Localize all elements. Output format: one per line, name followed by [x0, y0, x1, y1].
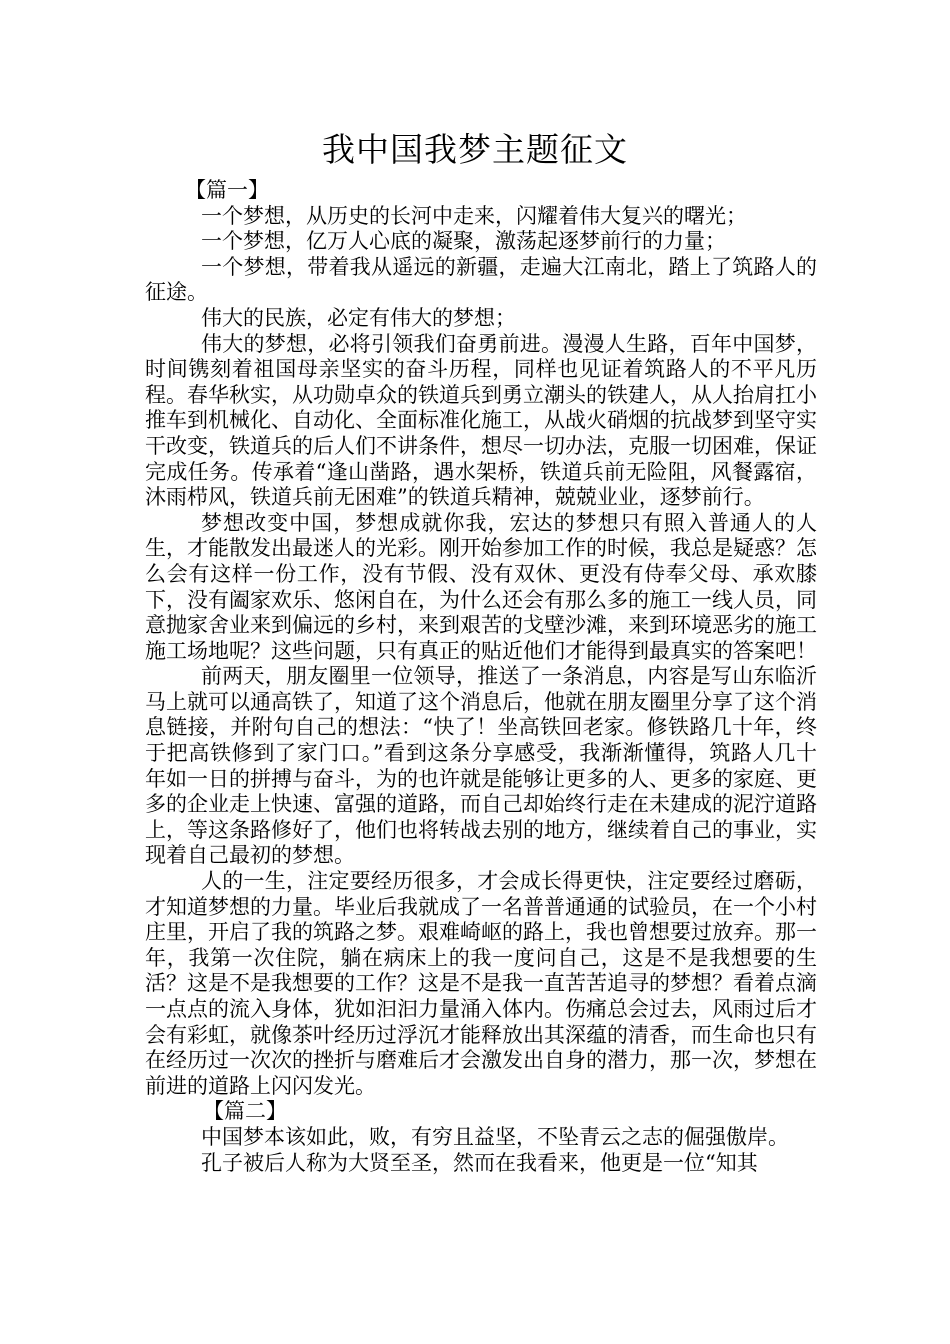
document-title: 我中国我梦主题征文 [322, 130, 628, 169]
section-heading-2: 【篇二】 [203, 1099, 287, 1124]
document-body [145, 178, 817, 1176]
paragraph: 伟大的民族，必定有伟大的梦想； [201, 305, 516, 330]
paragraph: 中国梦本该如此，败，有穷且益坚，不坠青云之志的倔强傲岸。 [201, 1124, 789, 1149]
paragraph: 梦想改变中国，梦想成就你我，宏达的梦想只有照入普通人的人生，才能散发出最迷人的光彩。刚开始参加工作的时候，我总是疑惑？怎么会有这样一份工作，没有节假、没有双休、更没有侍奉父母、承欢膝下，没有阖家欢乐、悠闲自在，为什么还会有那么多的施工一线人员，同意抛家舍业来到偏远的乡村，来到艰苦的戈壁沙滩，来到环境恶劣的施工施工场地呢？这些问题，只有真正的贴近他们才能得到最真实的答案吧！ [145, 510, 817, 663]
paragraph: 前两天，朋友圈里一位领导，推送了一条消息，内容是写山东临沂马上就可以通高铁了，知道了这个消息后，他就在朋友圈里分享了这个消息链接，并附句自己的想法：“快了！坐高铁回老家。修铁路几十年，终于把高铁修到了家门口。”看到这条分享感受，我渐渐懂得，筑路人几十年如一日的拼搏与奋斗，为的也许就是能够让更多的人、更多的家庭、更多的企业走上快速、富强的道路，而自己却始终行走在未建成的泥泞道路上，等这条路修好了，他们也将转战去别的地方，继续着自己的事业，实现着自己最初的梦想。 [145, 664, 817, 868]
paragraph: 一个梦想，带着我从遥远的新疆，走遍大江南北，踏上了筑路人的征途。 [145, 254, 817, 305]
paragraph: 一个梦想，亿万人心底的凝聚，激荡起逐梦前行的力量； [201, 229, 726, 254]
paragraph: 人的一生，注定要经历很多，才会成长得更快，注定要经过磨砺，才知道梦想的力量。毕业后我就成了一名普普通通的试验员，在一个小村庄里，开启了我的筑路之梦。艰难崎岖的路上，我也曾想要过放弃。那一年，我第一次住院，躺在病床上的我一度问自己，这是不是我想要的生活？这是不是我想要的工作？这是不是我一直苦苦追寻的梦想？看着点滴一点点的流入身体，犹如汩汩力量涌入体内。伤痛总会过去，风雨过后才会有彩虹，就像茶叶经历过浮沉才能释放出其深蕴的清香，而生命也只有在经历过一次次的挫折与磨难后才会激发出自身的潜力，那一次，梦想在前进的道路上闪闪发光。 [145, 869, 817, 1098]
paragraph: 伟大的梦想，必将引领我们奋勇前进。漫漫人生路，百年中国梦，时间镌刻着祖国母亲坚实的奋斗历程，同样也见证着筑路人的不平凡历程。春华秋实，从功勋卓众的铁道兵到勇立潮头的铁建人，从人抬肩扛小推车到机械化、自动化、全面标准化施工，从战火硝烟的抗战梦到坚守实干改变，铁道兵的后人们不讲条件，想尽一切办法，克服一切困难，保证完成任务。传承着“逢山凿路，遇水架桥，铁道兵前无险阻，风餐露宿，沐雨栉风，铁道兵前无困难”的铁道兵精神，兢兢业业，逐梦前行。 [145, 331, 817, 510]
paragraph: 一个梦想，从历史的长河中走来，闪耀着伟大复兴的曙光； [201, 203, 747, 228]
paragraph: 孔子被后人称为大贤至圣，然而在我看来，他更是一位“知其 [201, 1150, 758, 1175]
section-heading-1: 【篇一】 [185, 178, 269, 202]
